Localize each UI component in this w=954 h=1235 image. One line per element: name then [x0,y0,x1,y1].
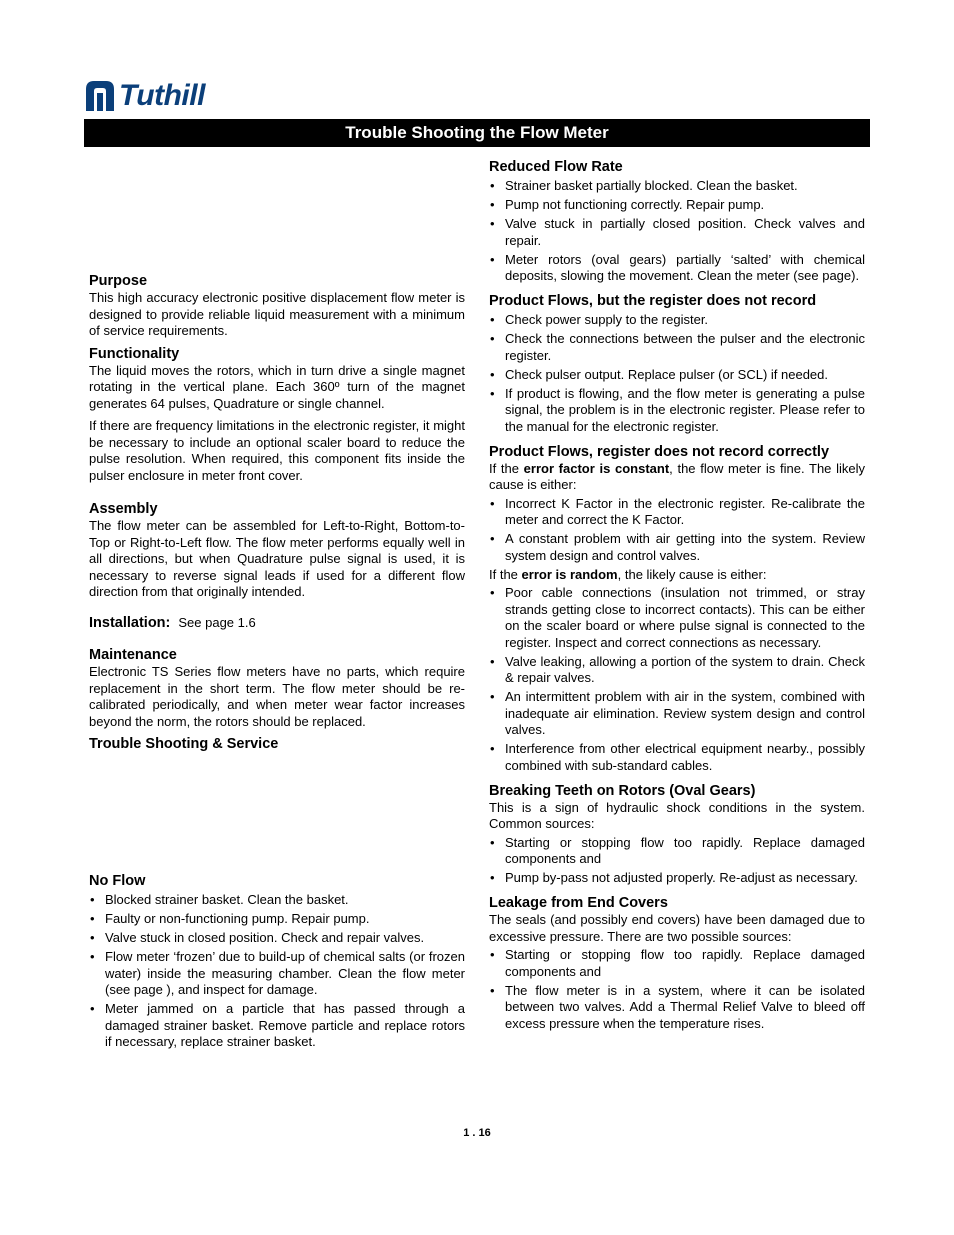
list-item: • Meter jammed on a particle that has passed through a damaged strainer basket. Remove particle and replace rotors if necessary, replace strainer basket. [89,1001,465,1051]
installation-heading: Installation: [89,614,171,631]
logo-text: Tuthill [119,79,205,112]
maintenance-text: Electronic TS Series flow meters have no parts, which require replacement in the short term. The flow meter should be re-calibrated periodically, and when meter wear factor increases beyond the norm, the rotors should be replaced. [89,664,465,729]
list-item: • Valve leaking, allowing a portion of the system to drain. Check & repair valves. [489,654,865,687]
list-item: • Check power supply to the register. [489,312,865,329]
list-item: • Incorrect K Factor in the electronic register. Re-calibrate the meter and correct the K Factor. [489,496,865,529]
list-item: • Faulty or non-functioning pump. Repair pump. [89,911,465,928]
list-item: • Pump by-pass not adjusted properly. Re-adjust as necessary. [489,870,865,887]
breaking-teeth-heading: Breaking Teeth on Rotors (Oval Gears) [489,782,756,799]
reduced-flow-list [489,178,865,285]
installation-line [89,615,465,632]
list-item: • Blocked strainer basket. Clean the basket. [89,892,465,909]
functionality-heading: Functionality [89,345,180,362]
breaking-teeth-text: This is a sign of hydraulic shock conditions in the system. Common sources: [489,799,865,831]
list-item: • If product is flowing, and the flow meter is generating a pulse signal, the problem is in the electronic register. Please refer to the manual for the electronic register. [489,386,865,436]
list-item: • An intermittent problem with air in the system, combined with inadequate air elimination. Review system design and control valves. [489,689,865,739]
page-title: Trouble Shooting the Flow Meter [84,119,870,147]
list-item: • Starting or stopping flow too rapidly. Replace damaged components and [489,835,865,868]
list-item: • Starting or stopping flow too rapidly. Replace damaged components and [489,947,865,980]
assembly-heading: Assembly [89,501,158,517]
incorrect-record-heading: Product Flows, register does not record correctly [489,443,830,460]
breaking-teeth-list [489,835,865,887]
page-number: 1 . 16 [463,1127,491,1139]
list-item: • Flow meter ‘frozen’ due to build-up of chemical salts (or frozen water) inside the measuring chamber. Clean the flow meter (see page ), and inspect for damage. [89,949,465,999]
list-item: • The flow meter is in a system, where it can be isolated between two valves. Add a Thermal Relief Valve to bleed off excess pressure when the temperature rises. [489,983,865,1033]
list-item: • Meter rotors (oval gears) partially ‘salted’ with chemical deposits, slowing the movement. Clean the meter (see page). [489,252,865,285]
list-item: • A constant problem with air getting into the system. Review system design and control valves. [489,531,865,564]
list-item: • Valve stuck in closed position. Check and repair valves. [89,930,465,947]
functionality-text-1: The liquid moves the rotors, which in turn drive a single magnet rotating in the vertical plane. Each 360º turn of the magnet generates 64 pulses, Quadrature or single channel. [89,362,465,411]
list-item: • Pump not functioning correctly. Repair pump. [489,197,865,214]
random-error-text: If the error is random, the likely cause is either: [489,566,767,582]
no-record-heading: Product Flows, but the register does not record [489,293,817,309]
list-item: • Interference from other electrical equipment nearby., possibly combined with sub-standard cables. [489,741,865,774]
assembly-text: The flow meter can be assembled for Left-to-Right, Bottom-to-Top or Right-to-Left flow. The flow meter performs equally well in all directions, but when Quadrature pulse signal is used, it is necessary to reverse signal leads if used for a different flow direction from that originally intended. [89,518,465,599]
purpose-heading: Purpose [89,273,148,289]
leakage-text: The seals (and possibly end covers) have been damaged due to excessive pressure. There are two possible sources: [489,912,865,944]
purpose-text: This high accuracy electronic positive displacement flow meter is designed to provide reliable liquid measurement with a minimum of service requirements. [89,290,465,338]
leakage-list [489,947,865,1032]
maintenance-heading: Maintenance [89,647,177,663]
tuthill-logo-icon [84,79,116,113]
list-item: • Check the connections between the pulser and the electronic register. [489,331,865,364]
list-item: • Valve stuck in partially closed position. Check valves and repair. [489,216,865,249]
installation-text: See page 1.6 [178,614,256,630]
no-flow-list [89,892,465,1051]
reduced-flow-heading: Reduced Flow Rate [489,159,623,175]
right-column [489,159,865,1035]
list-item: • Poor cable connections (insulation not trimmed, or stray strands getting close to incorrect contacts). This can be either on the scaler board or where pulse signal is connected to the register. Inspect and correct connections as necessary. [489,585,865,651]
left-column [89,273,465,1053]
no-flow-heading: No Flow [89,873,146,889]
list-item: • Check pulser output. Replace pulser (or SCL) if needed. [489,367,865,384]
functionality-text-2: If there are frequency limitations in the electronic register, it might be necessary to include an optional scaler board to reduce the pulse resolution. When required, this component fits inside the pulser enclosure in meter front cover. [89,418,465,483]
trouble-shooting-heading: Trouble Shooting & Service [89,736,279,752]
random-error-list [489,585,865,774]
leakage-heading: Leakage from End Covers [489,895,668,911]
no-record-list [489,312,865,435]
constant-error-text: If the error factor is constant, the flow meter is fine. The likely cause is either: [489,460,865,492]
constant-error-list [489,496,865,565]
list-item: • Strainer basket partially blocked. Clean the basket. [489,178,865,195]
tuthill-logo [84,78,205,114]
